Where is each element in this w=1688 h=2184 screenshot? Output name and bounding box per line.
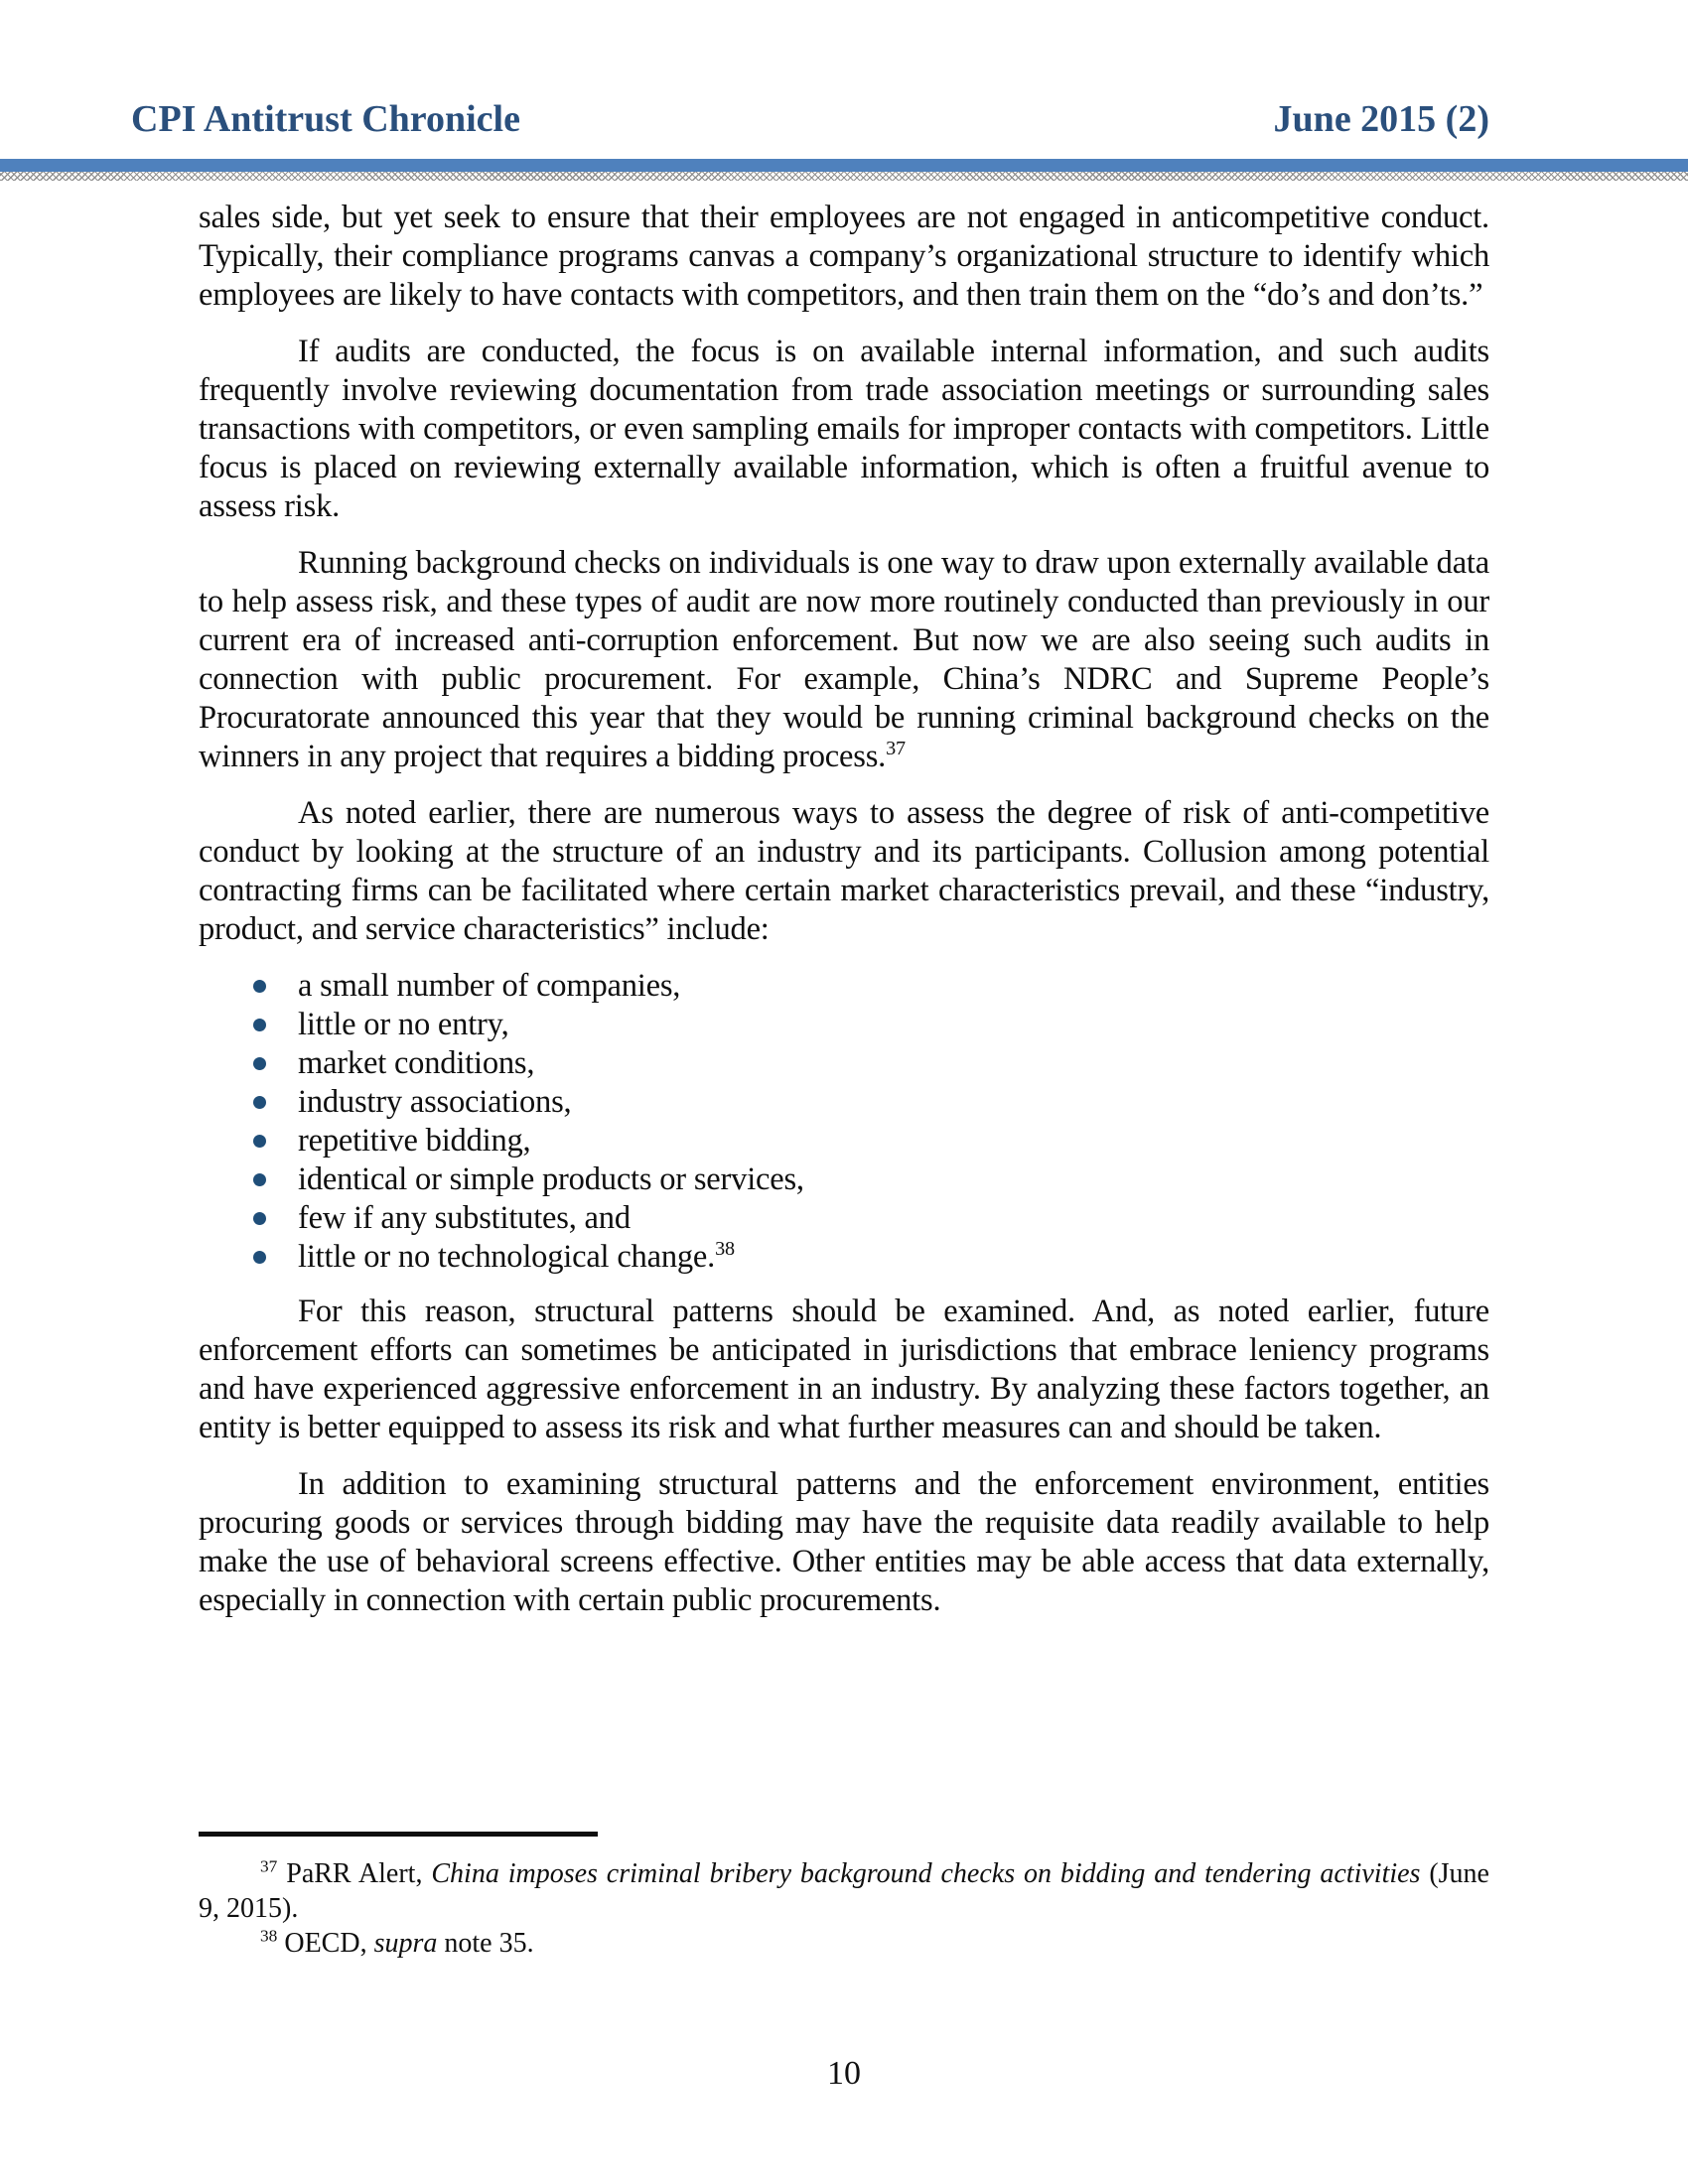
- market-characteristics-list: [199, 967, 1489, 1277]
- bullet-icon: [253, 980, 266, 993]
- bullet-icon: [253, 1135, 266, 1148]
- footnote-text: OECD,: [277, 1928, 374, 1959]
- bullet-icon: [253, 1212, 266, 1225]
- page-number: 10: [827, 2055, 861, 2092]
- footnotes-section: [199, 1832, 1489, 1961]
- footnote-text: PaRR Alert,: [277, 1858, 432, 1889]
- footnote-ref-38: 38: [715, 1237, 735, 1260]
- paragraph-5: [199, 1293, 1489, 1447]
- list-item-text: repetitive bidding,: [298, 1122, 531, 1159]
- list-item: [199, 1006, 1489, 1044]
- list-item-text: identical or simple products or services,: [298, 1160, 804, 1197]
- list-item: [199, 1199, 1489, 1238]
- paragraph-text: If audits are conducted, the focus is on available internal information, and such audits frequently involve reviewing documentation from trade association meetings or surrounding sales transactions with competitors, or even sampling emails for improper contacts with competitors. Little focus is placed on reviewing externally available information, which is often a fruitful avenue to assess risk.: [199, 333, 1489, 524]
- paragraph-text: Running background checks on individuals is one way to draw upon externally available data to help assess risk, and these types of audit are now more routinely conducted than previously in our current era of increased anti-corruption enforcement. But now we are also seeing such audits in connection with public procurement. For example, China’s NDRC and Supreme People’s Procuratorate announced this year that they would be running criminal background checks on the winners in any project that requires a bidding process.: [199, 544, 1489, 774]
- header-rule-hatch: [0, 172, 1688, 181]
- paragraph-text: In addition to examining structural patterns and the enforcement environment, entities procuring goods or services through bidding may have the requisite data readily available to help make the use of behavioral screens effective. Other entities may be able access that data externally, especially in connection with certain public procurements.: [199, 1465, 1489, 1618]
- footnote-38: [199, 1926, 1489, 1961]
- footnote-italic-title: China imposes criminal bribery background checks on bidding and tendering activities: [431, 1858, 1421, 1889]
- paragraph-6: [199, 1465, 1489, 1620]
- list-item-text: little or no technological change.: [298, 1238, 716, 1275]
- footnote-text: note 35.: [437, 1928, 534, 1959]
- footnote-number: 38: [260, 1926, 278, 1946]
- list-item-text: market conditions,: [298, 1044, 535, 1081]
- paragraph-text: As noted earlier, there are numerous ways to assess the degree of risk of anti-competitive conduct by looking at the structure of an industry and its participants. Collusion among potential contracting firms can be facilitated where certain market characteristics prevail, and these “industry, product, and service characteristics” include:: [199, 794, 1489, 947]
- list-item-text: a small number of companies,: [298, 967, 681, 1004]
- footnote-separator: [199, 1832, 598, 1837]
- list-item-text: little or no entry,: [298, 1006, 509, 1042]
- bullet-icon: [253, 1057, 266, 1070]
- list-item: [199, 1160, 1489, 1199]
- list-item: [199, 1044, 1489, 1083]
- paragraph-4: [199, 794, 1489, 949]
- header-rule-blue: [0, 159, 1688, 172]
- paragraph-2: [199, 333, 1489, 526]
- footnote-italic-supra: supra: [373, 1928, 438, 1959]
- list-item-text: few if any substitutes, and: [298, 1199, 631, 1236]
- bullet-icon: [253, 1096, 266, 1109]
- bullet-icon: [253, 1251, 266, 1264]
- issue-date: June 2015 (2): [1273, 98, 1489, 140]
- bullet-icon: [253, 1019, 266, 1031]
- list-item: [199, 1083, 1489, 1122]
- page-header: [0, 0, 1688, 143]
- list-item: [199, 967, 1489, 1006]
- paragraph-1: [199, 199, 1489, 315]
- footnote-37: [199, 1856, 1489, 1926]
- paragraph-text: sales side, but yet seek to ensure that their employees are not engaged in anticompetitive conduct. Typically, their compliance programs canvas a company’s organizational structure to identify which employees are likely to have contacts with competitors, and then train them on the “do’s and don’ts.”: [199, 199, 1489, 313]
- footnote-ref-37: 37: [886, 737, 906, 759]
- article-body: [199, 199, 1489, 1620]
- list-item: [199, 1122, 1489, 1160]
- publication-title: CPI Antitrust Chronicle: [131, 98, 520, 140]
- footnote-number: 37: [260, 1856, 278, 1876]
- footnote-text: (June 9, 2015).: [199, 1858, 1489, 1924]
- bullet-icon: [253, 1173, 266, 1186]
- paragraph-3: [199, 544, 1489, 776]
- list-item-text: industry associations,: [298, 1083, 572, 1120]
- list-item: [199, 1238, 1489, 1277]
- paragraph-text: For this reason, structural patterns should be examined. And, as noted earlier, future enforcement efforts can sometimes be anticipated in jurisdictions that embrace leniency programs and have experienced aggressive enforcement in an industry. By analyzing these factors together, an entity is better equipped to assess its risk and what further measures can and should be taken.: [199, 1293, 1489, 1445]
